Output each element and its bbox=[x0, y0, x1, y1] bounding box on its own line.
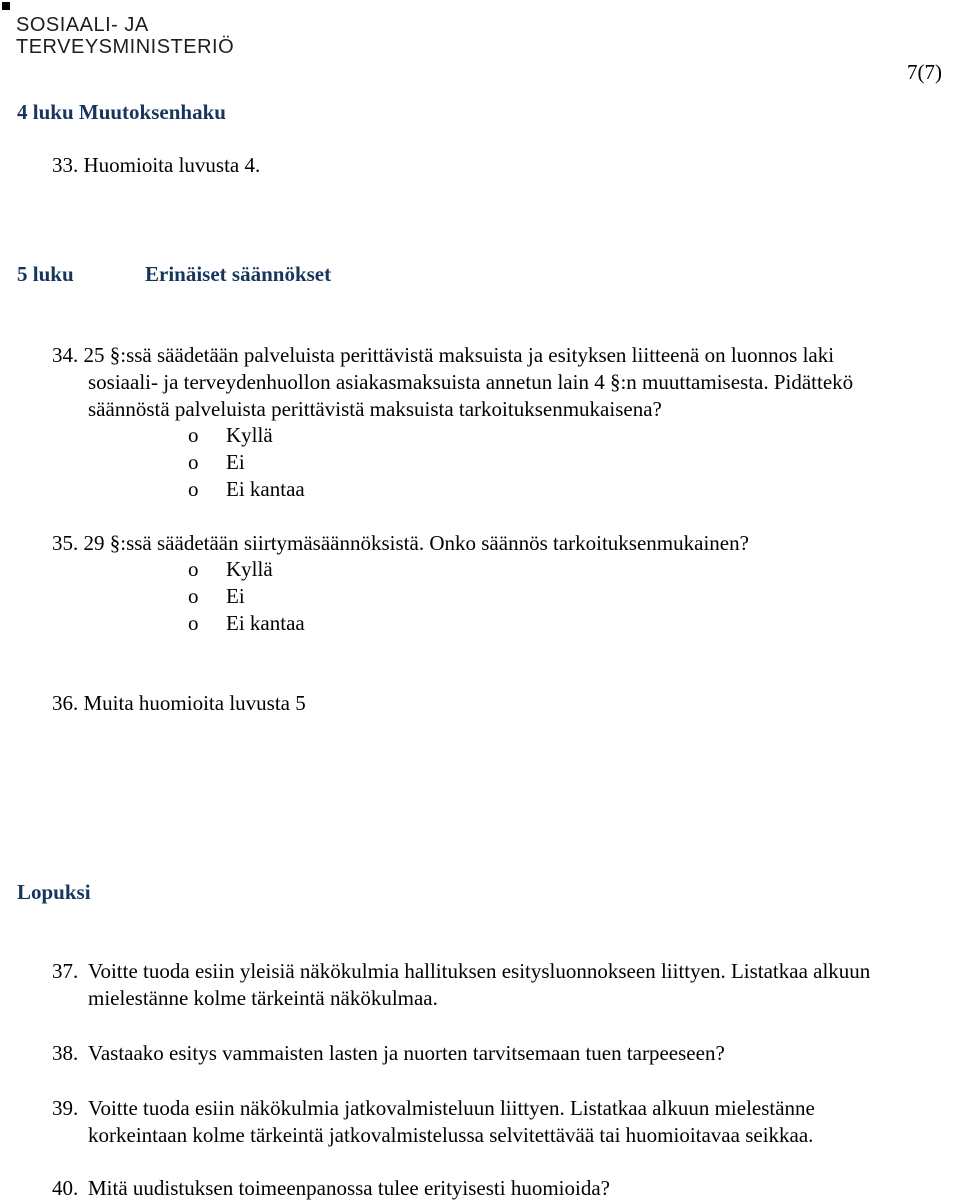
question-34-line2: sosiaali- ja terveydenhuollon asiakasmaksuista annetun lain 4 §:n muuttamisesta. Pidättekö bbox=[88, 370, 854, 394]
question-39-number: 39. bbox=[52, 1096, 79, 1120]
q35-option-yes[interactable] bbox=[188, 557, 273, 582]
radio-bullet-icon: o bbox=[188, 584, 199, 608]
q34-option-no-opinion[interactable] bbox=[188, 477, 305, 502]
question-38-number: 38. bbox=[52, 1041, 79, 1065]
chapter5-heading-title: Erinäiset säännökset bbox=[145, 262, 332, 286]
question-40-number: 40. bbox=[52, 1176, 79, 1200]
logo-mark bbox=[2, 2, 10, 10]
radio-bullet-icon: o bbox=[188, 611, 199, 635]
radio-bullet-icon: o bbox=[188, 477, 199, 501]
option-label: Ei kantaa bbox=[226, 477, 305, 501]
option-label: Kyllä bbox=[226, 557, 273, 581]
question-39-line1: Voitte tuoda esiin näkökulmia jatkovalmisteluun liittyen. Listatkaa alkuun mielestänne bbox=[88, 1096, 815, 1120]
question-39-line2: korkeintaan kolme tärkeintä jatkovalmistelussa selvitettävää tai huomioitavaa seikkaa. bbox=[88, 1123, 814, 1147]
chapter4-heading: 4 luku Muutoksenhaku bbox=[17, 100, 226, 124]
option-label: Ei bbox=[226, 450, 245, 474]
radio-bullet-icon: o bbox=[188, 423, 199, 447]
option-label: Ei kantaa bbox=[226, 611, 305, 635]
question-38-text: Vastaako esitys vammaisten lasten ja nuorten tarvitsemaan tuen tarpeeseen? bbox=[88, 1041, 725, 1065]
question-35: 35. 29 §:ssä säädetään siirtymäsäännöksistä. Onko säännös tarkoituksenmukainen? bbox=[52, 531, 749, 555]
question-37-number: 37. bbox=[52, 959, 79, 983]
question-36: 36. Muita huomioita luvusta 5 bbox=[52, 691, 306, 715]
page-number: 7(7) bbox=[907, 60, 942, 84]
radio-bullet-icon: o bbox=[188, 450, 199, 474]
q34-option-yes[interactable] bbox=[188, 423, 273, 448]
radio-bullet-icon: o bbox=[188, 557, 199, 581]
question-34-line1: 34. 25 §:ssä säädetään palveluista perittävistä maksuista ja esityksen liitteenä on luonnos laki bbox=[52, 343, 835, 367]
question-34-line3: säännöstä palveluista perittävistä maksuista tarkoituksenmukaisena? bbox=[88, 397, 662, 421]
question-37-line1: Voitte tuoda esiin yleisiä näkökulmia hallituksen esitysluonnokseen liittyen. Listatkaa alkuun bbox=[88, 959, 871, 983]
q34-option-no[interactable] bbox=[188, 450, 245, 475]
closing-heading: Lopuksi bbox=[17, 880, 91, 904]
chapter5-heading-number: 5 luku bbox=[17, 262, 74, 286]
question-40-text: Mitä uudistuksen toimeenpanossa tulee erityisesti huomioida? bbox=[88, 1176, 610, 1200]
question-37-line2: mielestänne kolme tärkeintä näkökulmaa. bbox=[88, 986, 438, 1010]
q35-option-no[interactable] bbox=[188, 584, 245, 609]
option-label: Kyllä bbox=[226, 423, 273, 447]
option-label: Ei bbox=[226, 584, 245, 608]
logo-text-line1: SOSIAALI- JA bbox=[16, 14, 149, 36]
q35-option-no-opinion[interactable] bbox=[188, 611, 305, 636]
question-33: 33. Huomioita luvusta 4. bbox=[52, 153, 261, 177]
logo-text-line2: TERVEYSMINISTERIÖ bbox=[16, 36, 235, 58]
